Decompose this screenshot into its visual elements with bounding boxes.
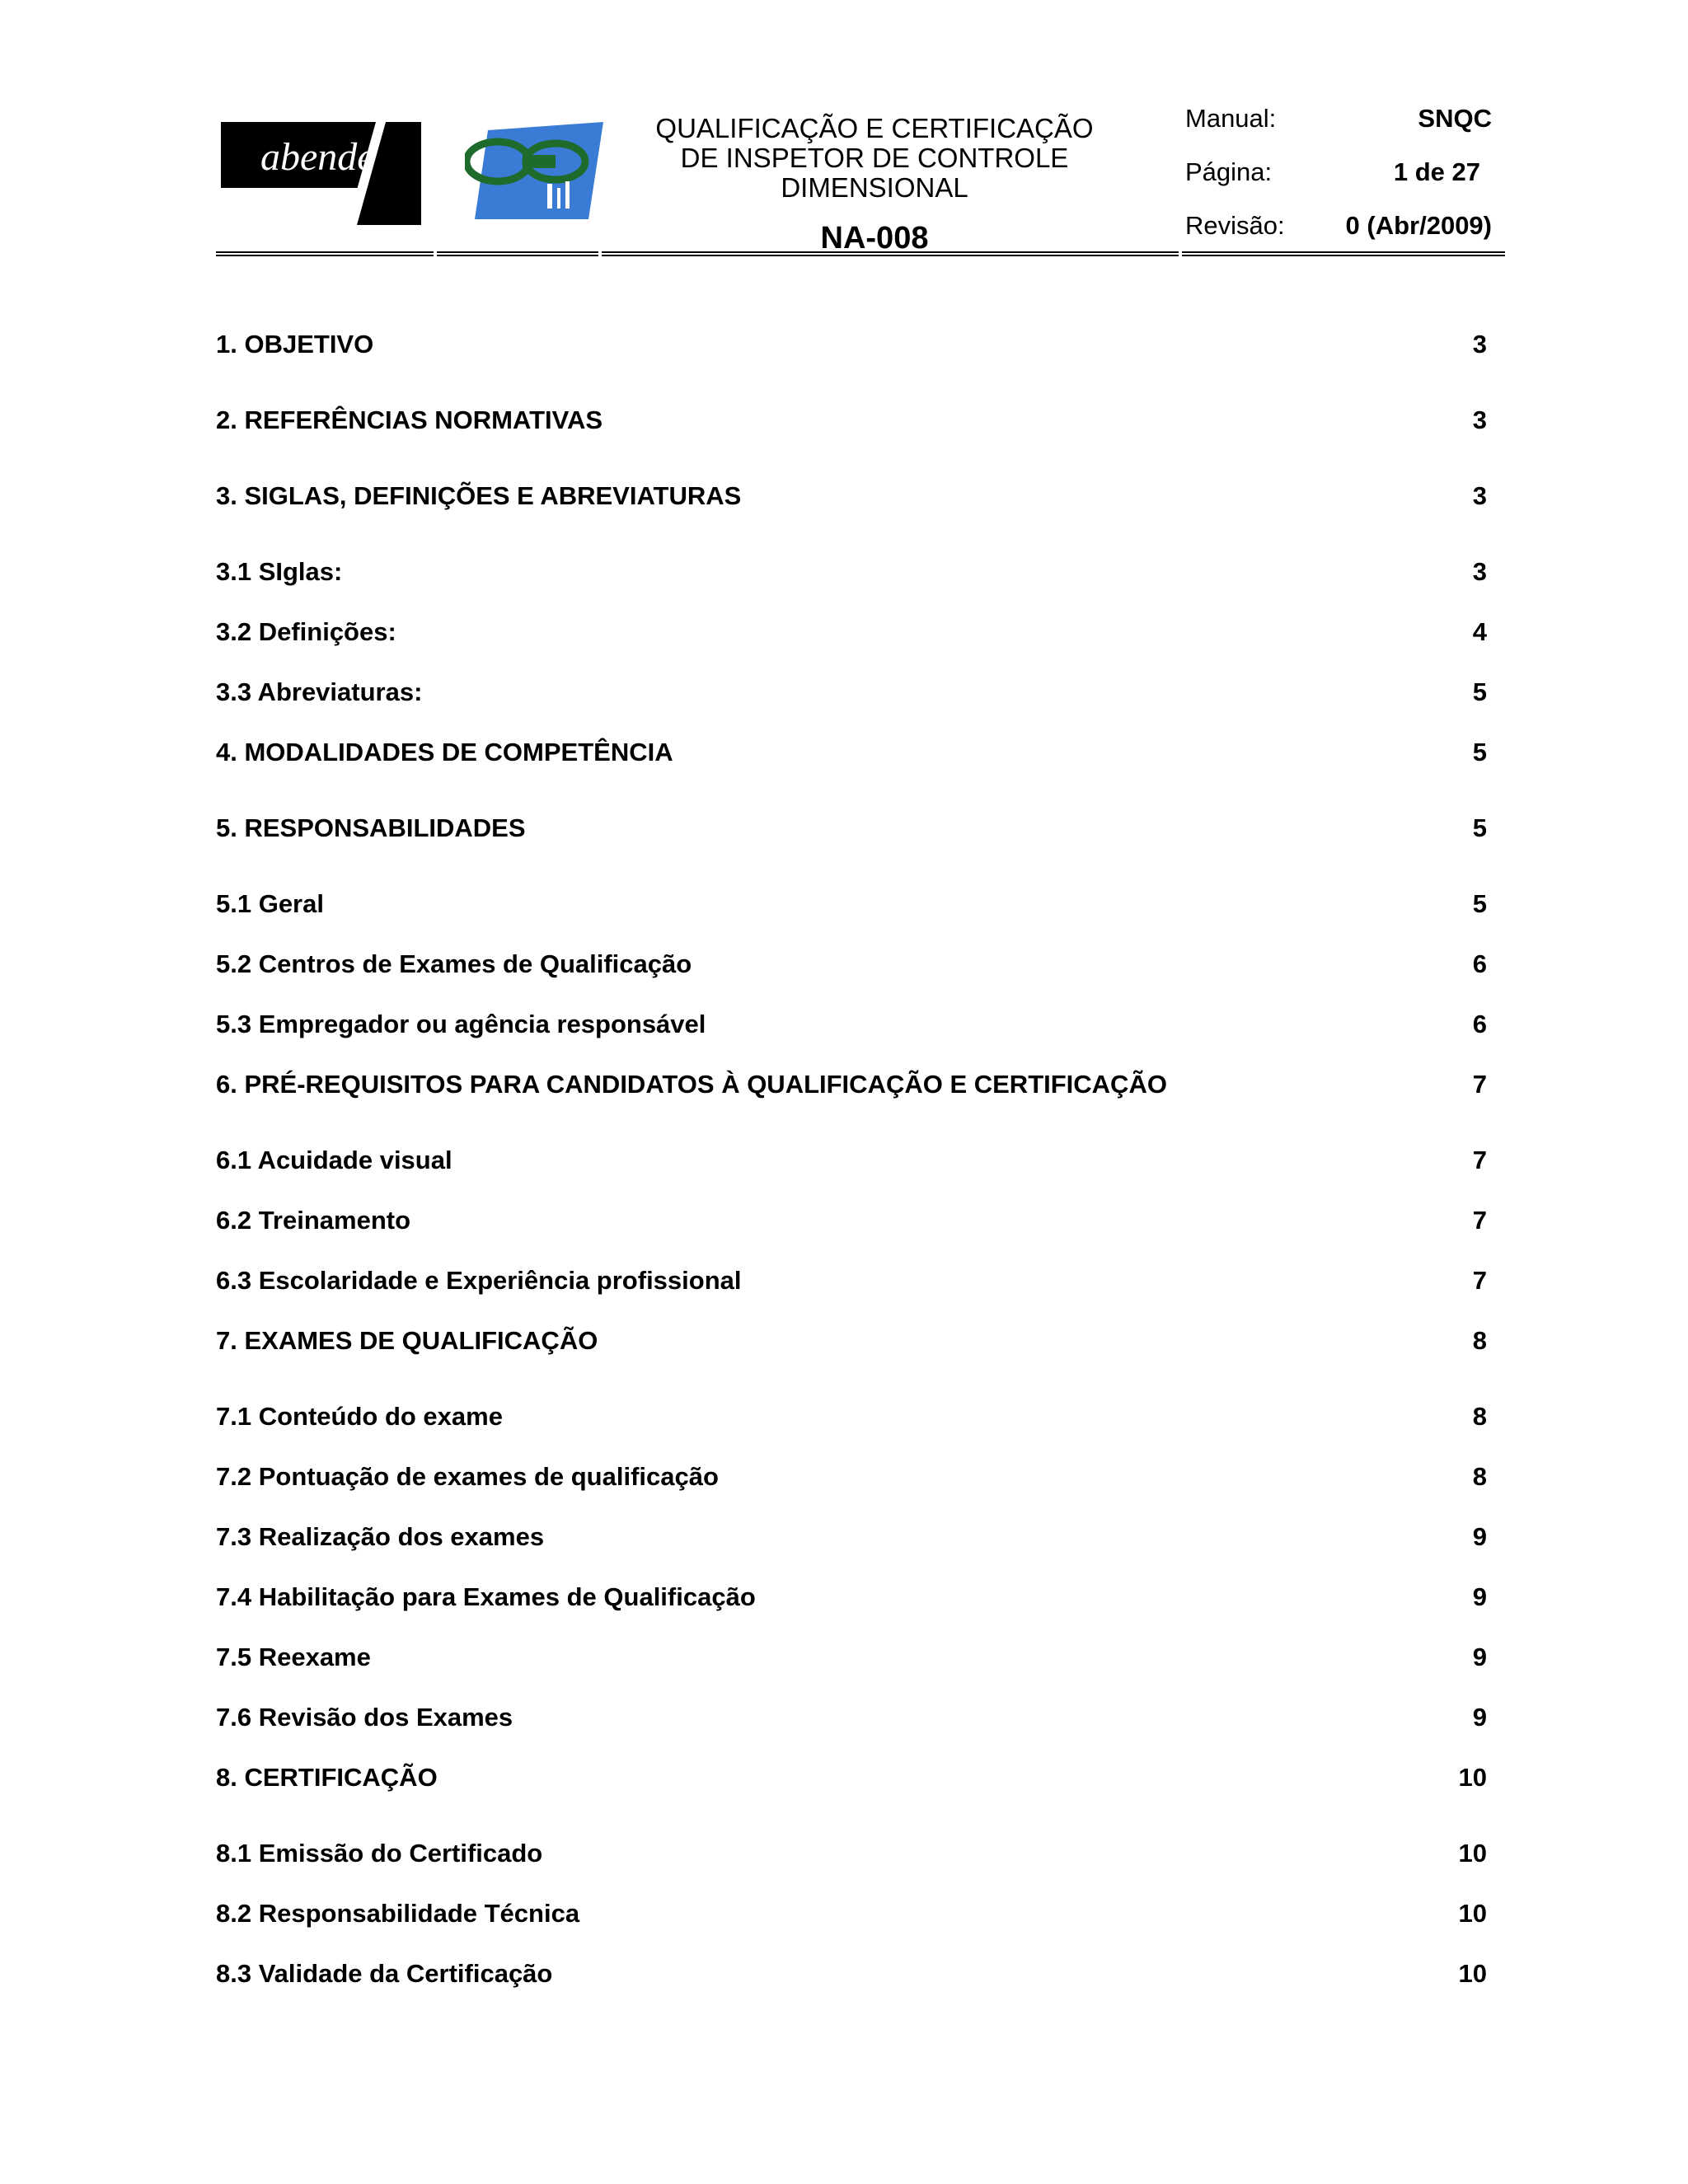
toc-entry[interactable] [216, 541, 1487, 601]
toc-entry-label: 7.4 Habilitação para Exames de Qualificação [216, 1582, 756, 1611]
abende-logo [221, 122, 421, 225]
toc-entry-page: 3 [1472, 557, 1487, 586]
toc-entry[interactable] [216, 465, 1487, 541]
manual-label: Manual: [1185, 104, 1277, 133]
toc-entry-label: 8.2 Responsabilidade Técnica [216, 1899, 580, 1928]
qc-logo [465, 122, 603, 219]
toc-entry-label: 3.1 SIglas: [216, 557, 343, 586]
header-rule [437, 251, 598, 256]
toc-entry[interactable] [216, 1882, 1487, 1943]
toc-entry[interactable] [216, 797, 1487, 873]
toc-entry-label: 7.2 Pontuação de exames de qualificação [216, 1462, 719, 1491]
toc-entry-label: 7.5 Reexame [216, 1643, 371, 1671]
toc-entry[interactable] [216, 1626, 1487, 1686]
toc-entry-label: 5.3 Empregador ou agência responsável [216, 1010, 706, 1038]
toc-entry[interactable] [216, 873, 1487, 933]
toc-entry-label: 6.2 Treinamento [216, 1206, 411, 1235]
toc-entry-label: 7.1 Conteúdo do exame [216, 1402, 503, 1431]
toc-entry-label: 8.1 Emissão do Certificado [216, 1839, 543, 1868]
page-value: 1 de 27 [1393, 157, 1480, 186]
toc-entry-page: 9 [1472, 1582, 1487, 1611]
toc-entry-page: 10 [1458, 1839, 1487, 1868]
table-of-contents [216, 313, 1487, 2003]
toc-entry-page: 9 [1472, 1703, 1487, 1732]
toc-entry-page: 9 [1472, 1522, 1487, 1551]
toc-entry-page: 5 [1472, 738, 1487, 766]
title-line-1: QUALIFICAÇÃO E CERTIFICAÇÃO [655, 113, 1094, 143]
document-meta [1185, 99, 1505, 260]
toc-entry[interactable] [216, 1249, 1487, 1310]
revision-value: 0 (Abr/2009) [1345, 211, 1492, 240]
toc-entry[interactable] [216, 601, 1487, 661]
svg-text:abende: abende [260, 135, 375, 179]
document-title [612, 114, 1137, 256]
document-header [216, 99, 1505, 260]
toc-entry-label: 8.3 Validade da Certificação [216, 1959, 553, 1988]
toc-entry-label: 5.1 Geral [216, 889, 324, 918]
manual-row [1185, 99, 1505, 152]
toc-entry-page: 5 [1472, 813, 1487, 842]
toc-entry-page: 7 [1472, 1266, 1487, 1295]
toc-entry-page: 10 [1458, 1763, 1487, 1792]
toc-entry[interactable] [216, 1943, 1487, 2003]
toc-entry-label: 6. PRÉ-REQUISITOS PARA CANDIDATOS À QUALIFICAÇÃO E CERTIFICAÇÃO [216, 1070, 1167, 1099]
toc-entry[interactable] [216, 1822, 1487, 1882]
toc-entry-label: 8. CERTIFICAÇÃO [216, 1763, 438, 1792]
header-rule [602, 251, 1179, 256]
toc-entry[interactable] [216, 1446, 1487, 1506]
toc-entry-label: 2. REFERÊNCIAS NORMATIVAS [216, 405, 603, 434]
toc-entry-label: 3. SIGLAS, DEFINIÇÕES E ABREVIATURAS [216, 481, 742, 510]
toc-entry-page: 10 [1458, 1899, 1487, 1928]
toc-entry-page: 5 [1472, 889, 1487, 918]
toc-entry-label: 3.3 Abreviaturas: [216, 677, 423, 706]
toc-entry-page: 3 [1472, 481, 1487, 510]
toc-entry-label: 3.2 Definições: [216, 617, 396, 646]
toc-entry-page: 8 [1472, 1462, 1487, 1491]
toc-entry-page: 4 [1472, 617, 1487, 646]
toc-entry-page: 6 [1472, 949, 1487, 978]
toc-entry[interactable] [216, 389, 1487, 465]
page-row [1185, 152, 1505, 206]
toc-entry-label: 5. RESPONSABILIDADES [216, 813, 526, 842]
toc-entry[interactable] [216, 1129, 1487, 1189]
toc-entry[interactable] [216, 1310, 1487, 1385]
document-code: NA-008 [820, 221, 929, 255]
toc-entry[interactable] [216, 313, 1487, 389]
toc-entry-page: 7 [1472, 1146, 1487, 1174]
toc-entry-label: 7.3 Realização dos exames [216, 1522, 545, 1551]
toc-entry[interactable] [216, 1506, 1487, 1566]
manual-value: SNQC [1418, 104, 1492, 133]
toc-entry-page: 3 [1472, 330, 1487, 359]
toc-entry[interactable] [216, 1189, 1487, 1249]
toc-entry[interactable] [216, 933, 1487, 993]
page-label: Página: [1185, 157, 1273, 186]
toc-entry-label: 7.6 Revisão dos Exames [216, 1703, 513, 1732]
toc-entry[interactable] [216, 661, 1487, 721]
toc-entry-label: 1. OBJETIVO [216, 330, 374, 359]
revision-label: Revisão: [1185, 211, 1285, 240]
toc-entry[interactable] [216, 1566, 1487, 1626]
toc-entry[interactable] [216, 1053, 1487, 1129]
toc-entry-label: 5.2 Centros de Exames de Qualificação [216, 949, 692, 978]
toc-entry-page: 9 [1472, 1643, 1487, 1671]
header-rule [216, 251, 434, 256]
toc-entry-page: 8 [1472, 1402, 1487, 1431]
toc-entry[interactable] [216, 1746, 1487, 1822]
toc-entry-page: 5 [1472, 677, 1487, 706]
toc-entry-page: 10 [1458, 1959, 1487, 1988]
toc-entry-page: 6 [1472, 1010, 1487, 1038]
toc-entry-label: 6.3 Escolaridade e Experiência profissional [216, 1266, 742, 1295]
toc-entry-page: 7 [1472, 1206, 1487, 1235]
toc-entry-page: 8 [1472, 1326, 1487, 1355]
toc-entry[interactable] [216, 993, 1487, 1053]
toc-entry-label: 6.1 Acuidade visual [216, 1146, 452, 1174]
toc-entry[interactable] [216, 721, 1487, 797]
toc-entry[interactable] [216, 1686, 1487, 1746]
toc-entry-label: 4. MODALIDADES DE COMPETÊNCIA [216, 738, 673, 766]
title-line-2: DE INSPETOR DE CONTROLE DIMENSIONAL [680, 143, 1069, 203]
toc-entry-label: 7. EXAMES DE QUALIFICAÇÃO [216, 1326, 598, 1355]
toc-entry[interactable] [216, 1385, 1487, 1446]
toc-entry-page: 7 [1472, 1070, 1487, 1099]
header-rule [1182, 251, 1505, 256]
toc-entry-page: 3 [1472, 405, 1487, 434]
